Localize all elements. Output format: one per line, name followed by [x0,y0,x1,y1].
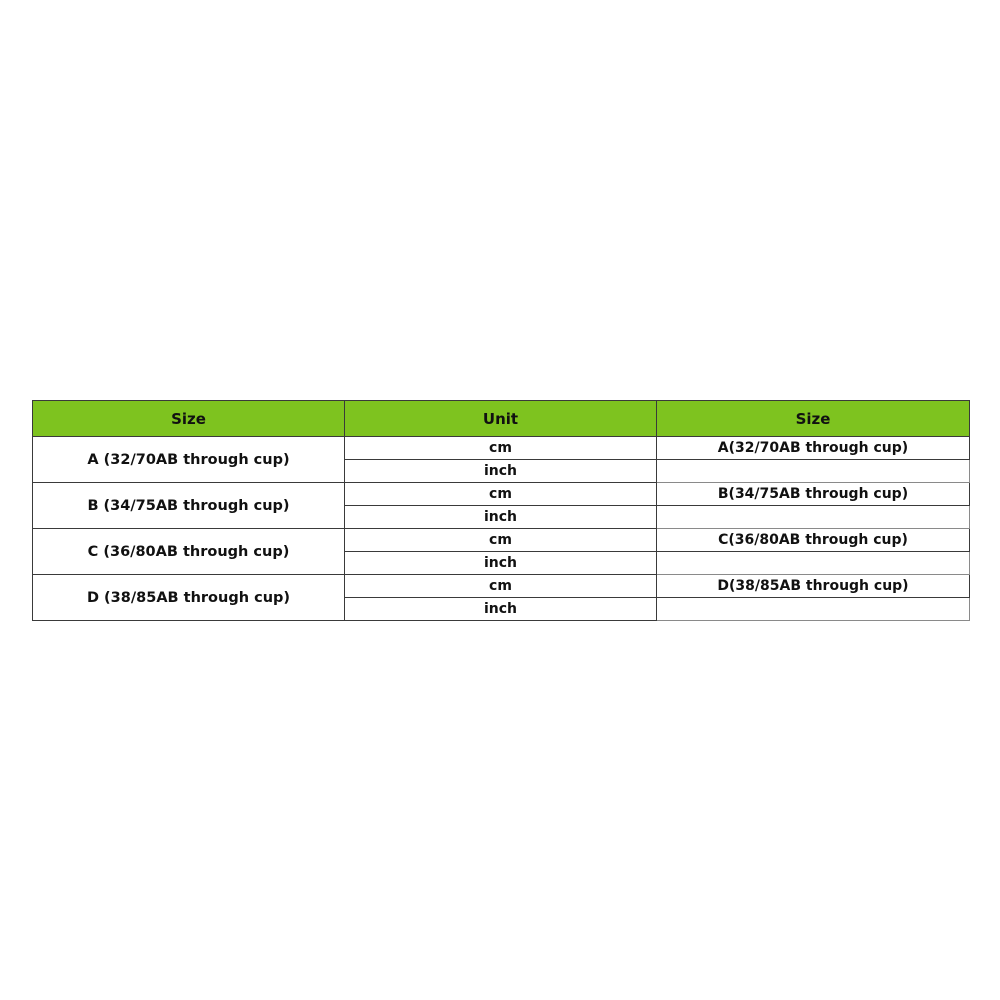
size-cell: D (38/85AB through cup) [33,575,345,621]
unit-cell: cm [345,529,657,552]
table-row [33,575,970,598]
table-row [33,529,970,552]
blank-cell [657,460,970,483]
unit-cell: cm [345,483,657,506]
size-right-cell: C(36/80AB through cup) [657,529,970,552]
blank-cell [657,506,970,529]
unit-cell: cm [345,575,657,598]
size-cell: A (32/70AB through cup) [33,437,345,483]
unit-cell: inch [345,460,657,483]
unit-cell: inch [345,506,657,529]
blank-cell [657,552,970,575]
size-right-cell: D(38/85AB through cup) [657,575,970,598]
size-cell: B (34/75AB through cup) [33,483,345,529]
header-unit: Unit [345,401,657,437]
header-row [33,401,970,437]
size-cell: C (36/80AB through cup) [33,529,345,575]
header-size-right: Size [657,401,970,437]
size-right-cell: B(34/75AB through cup) [657,483,970,506]
size-chart-table [32,400,970,621]
header-size: Size [33,401,345,437]
unit-cell: inch [345,598,657,621]
blank-cell [657,598,970,621]
table-row [33,437,970,460]
table-row [33,483,970,506]
size-right-cell: A(32/70AB through cup) [657,437,970,460]
unit-cell: cm [345,437,657,460]
unit-cell: inch [345,552,657,575]
